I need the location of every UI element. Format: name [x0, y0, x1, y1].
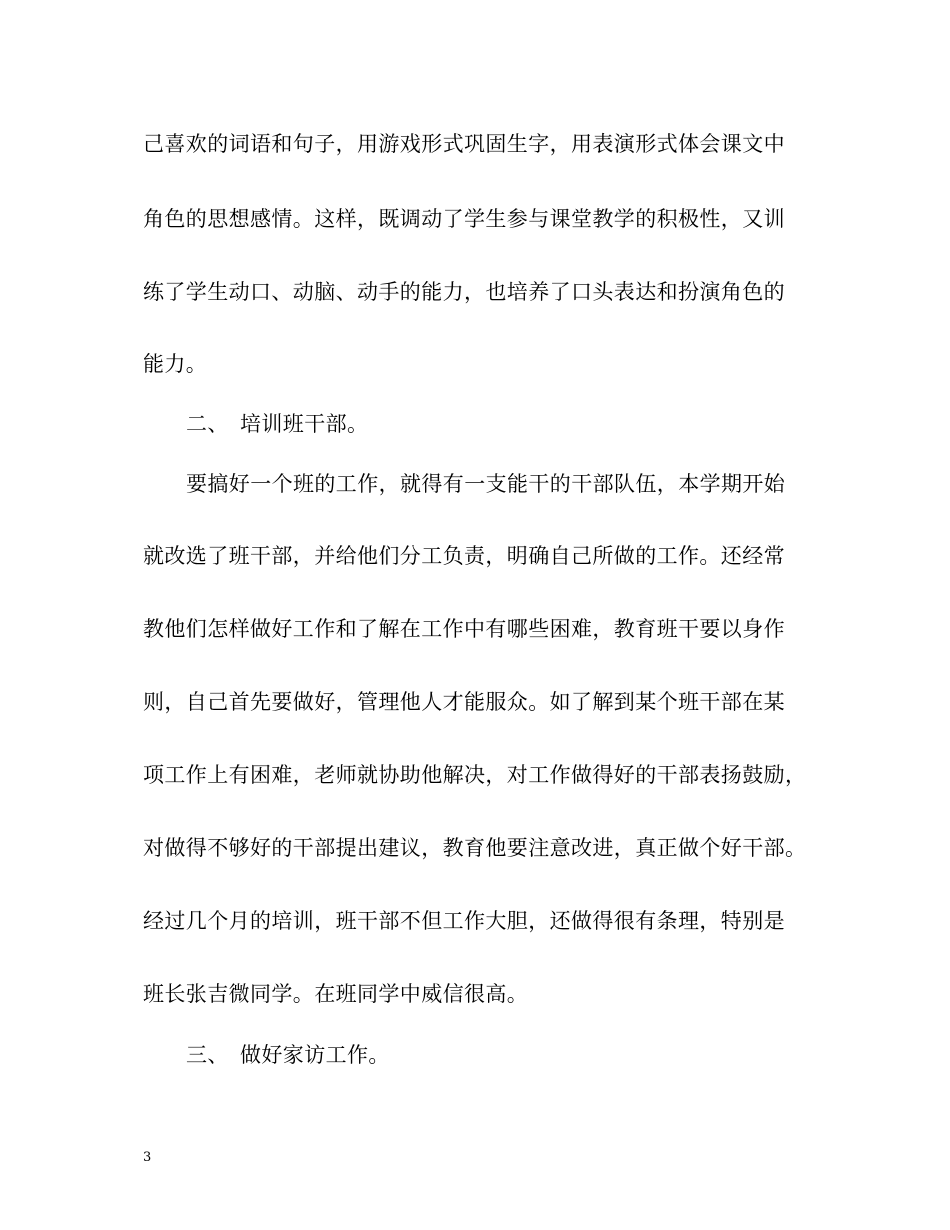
paragraph-line: 就改选了班干部，并给他们分工负责，明确自己所做的工作。还经常: [143, 544, 785, 568]
paragraph-line: 项工作上有困难，老师就协助他解决，对工作做得好的干部表扬鼓励，: [143, 763, 807, 787]
paragraph-line: 班长张吉微同学。在班同学中威信很高。: [143, 982, 529, 1006]
paragraph-line: 则，自己首先要做好，管理他人才能服众。如了解到某个班干部在某: [143, 690, 785, 714]
paragraph-line: 角色的思想感情。这样，既调动了学生参与课堂教学的积极性，又训: [143, 207, 785, 231]
section-heading-3: [186, 1041, 390, 1069]
heading-text: 培训班干部。: [240, 412, 369, 436]
paragraph-line: 能力。: [143, 352, 208, 376]
heading-number: 三、: [186, 1043, 229, 1067]
page-number: 3: [143, 1150, 152, 1165]
paragraph-line: 己喜欢的词语和句子，用游戏形式巩固生字，用表演形式体会课文中: [143, 132, 785, 156]
paragraph-line: 对做得不够好的干部提出建议，教育他要注意改进，真正做个好干部。: [143, 836, 807, 860]
heading-text: 做好家访工作。: [240, 1043, 390, 1067]
paragraph-line: 经过几个月的培训，班干部不但工作大胆，还做得很有条理，特别是: [143, 909, 785, 933]
paragraph-line: 教他们怎样做好工作和了解在工作中有哪些困难，教育班干要以身作: [143, 617, 785, 641]
paragraph-line: 要搞好一个班的工作，就得有一支能干的干部队伍，本学期开始: [186, 472, 786, 496]
heading-number: 二、: [186, 412, 229, 436]
paragraph-line: 练了学生动口、动脑、动手的能力，也培养了口头表达和扮演角色的: [143, 280, 785, 304]
section-heading-2: [186, 410, 368, 438]
